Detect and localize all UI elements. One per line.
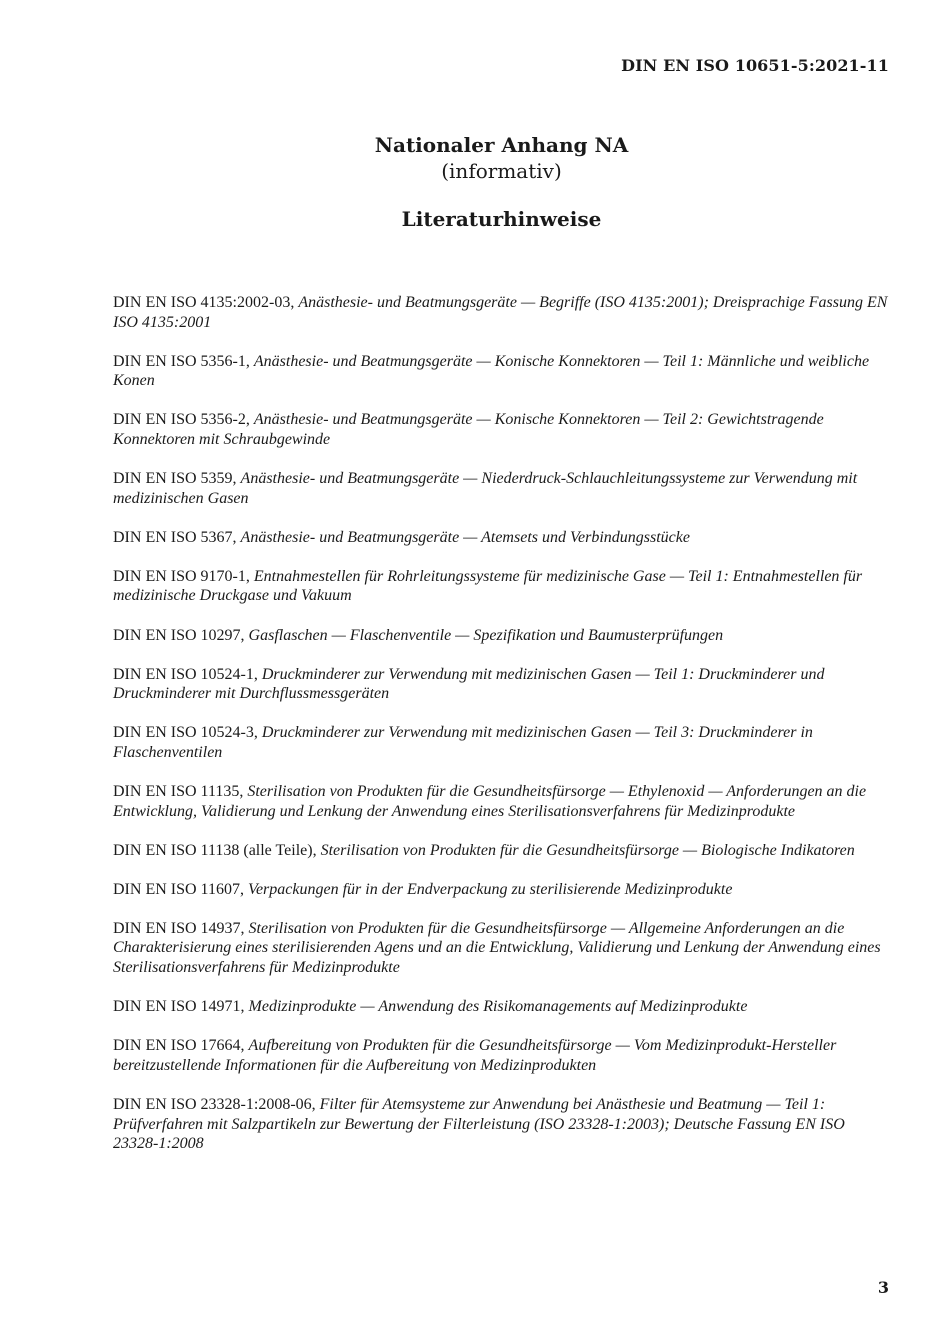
reference-title: Aufbereitung von Produkten für die Gesundheitsfürsorge — Vom Medizinprodukt-Hersteller bereitzustellende Informationen für die Aufbereitung von Medizinprodukten [113, 1037, 837, 1074]
reference-standard-id: DIN EN ISO 9170-1, [113, 567, 250, 585]
page-number: 3 [877, 1278, 889, 1297]
reference-entry [113, 567, 893, 606]
reference-standard-id: DIN EN ISO 17664, [113, 1037, 245, 1055]
reference-title: Anästhesie- und Beatmungsgeräte — Atemsets und Verbindungsstücke [240, 528, 690, 546]
reference-entry [113, 1036, 893, 1075]
reference-entry [113, 626, 893, 646]
reference-standard-id: DIN EN ISO 10297, [113, 626, 245, 644]
reference-title: Druckminderer zur Verwendung mit medizinischen Gasen — Teil 1: Druckminderer und Druckminderer mit Durchflussmessgeräten [113, 665, 825, 703]
reference-standard-id: DIN EN ISO 10524-1, [113, 665, 258, 683]
reference-entry [113, 782, 893, 821]
reference-entry [113, 919, 893, 978]
reference-entry [113, 293, 893, 332]
reference-entry [113, 410, 893, 449]
reference-standard-id: DIN EN ISO 5356-2, [113, 411, 250, 429]
reference-title: Sterilisation von Produkten für die Gesundheitsfürsorge — Allgemeine Anforderungen an die Charakterisierung eines sterilisierenden Agens und an die Entwicklung, Validierung und Lenkung der Anwendung eines Sterilisationsverfahrens für Medizinprodukte [113, 919, 881, 977]
reference-standard-id: DIN EN ISO 11135, [113, 783, 244, 800]
annex-title: Nationaler Anhang NA [374, 133, 629, 157]
reference-title: Filter für Atemsysteme zur Anwendung bei Anästhesie und Beatmung — Teil 1: Prüfverfahren mit Salzpartikeln zur Bewertung der Filterleistung (ISO 23328-1:2003); Deutsche Fassung EN ISO 23328-1:2008 [113, 1095, 845, 1153]
reference-title: Medizinprodukte — Anwendung des Risikomanagements auf Medizinprodukte [248, 998, 748, 1016]
annex-subtitle: (informativ) [441, 159, 562, 183]
reference-standard-id: DIN EN ISO 5359, [113, 470, 237, 488]
annex-heading [0, 132, 950, 232]
reference-title: Anästhesie- und Beatmungsgeräte — Konische Konnektoren — Teil 1: Männliche und weibliche Konen [113, 352, 870, 390]
reference-title: Anästhesie- und Beatmungsgeräte — Niederdruck-Schlauchleitungssysteme zur Verwendung mit medizinischen Gasen [113, 470, 858, 507]
reference-standard-id: DIN EN ISO 14937, [113, 919, 245, 937]
reference-title: Sterilisation von Produkten für die Gesundheitsfürsorge — Biologische Indikatoren [320, 841, 855, 859]
reference-entry [113, 723, 893, 762]
reference-title: Sterilisation von Produkten für die Gesundheitsfürsorge — Ethylenoxid — Anforderungen an die Entwicklung, Validierung und Lenkung der Anwendung eines Sterilisationsverfahrens für Medizinprodukte [113, 783, 867, 820]
reference-title: Anästhesie- und Beatmungsgeräte — Begriffe (ISO 4135:2001); Dreisprachige Fassung EN ISO 4135:2001 [113, 294, 888, 331]
reference-standard-id: DIN EN ISO 11607, [113, 880, 244, 898]
reference-entry [113, 665, 893, 704]
reference-title: Druckminderer zur Verwendung mit medizinischen Gasen — Teil 3: Druckminderer in Flaschenventilen [113, 724, 813, 761]
reference-list [113, 293, 893, 1173]
reference-entry [113, 1095, 893, 1154]
reference-standard-id: DIN EN ISO 4135:2002-03, [113, 294, 295, 311]
reference-title: Verpackungen für in der Endverpackung zu sterilisierende Medizinprodukte [247, 880, 733, 898]
reference-standard-id: DIN EN ISO 23328-1:2008-06, [113, 1095, 316, 1113]
reference-title: Anästhesie- und Beatmungsgeräte — Konische Konnektoren — Teil 2: Gewichtstragende Konnektoren mit Schraubgewinde [113, 411, 824, 448]
reference-entry [113, 352, 893, 391]
reference-standard-id: DIN EN ISO 14971, [113, 998, 245, 1016]
reference-entry [113, 469, 893, 508]
reference-entry [113, 528, 893, 548]
reference-entry [113, 841, 893, 861]
reference-standard-id: DIN EN ISO 10524-3, [113, 724, 258, 742]
reference-standard-id: DIN EN ISO 5356-1, [113, 352, 250, 370]
section-title: Literaturhinweise [401, 207, 602, 231]
reference-standard-id: DIN EN ISO 5367, [113, 528, 237, 546]
reference-title: Gasflaschen — Flaschenventile — Spezifikation und Baumusterprüfungen [248, 626, 724, 644]
document-id: DIN EN ISO 10651-5:2021-11 [621, 56, 889, 75]
reference-entry [113, 880, 893, 900]
reference-standard-id: DIN EN ISO 11138 (alle Teile), [113, 841, 317, 859]
reference-entry [113, 997, 893, 1017]
reference-title: Entnahmestellen für Rohrleitungssysteme für medizinische Gase — Teil 1: Entnahmestellen für medizinische Druckgase und Vakuum [113, 567, 863, 605]
